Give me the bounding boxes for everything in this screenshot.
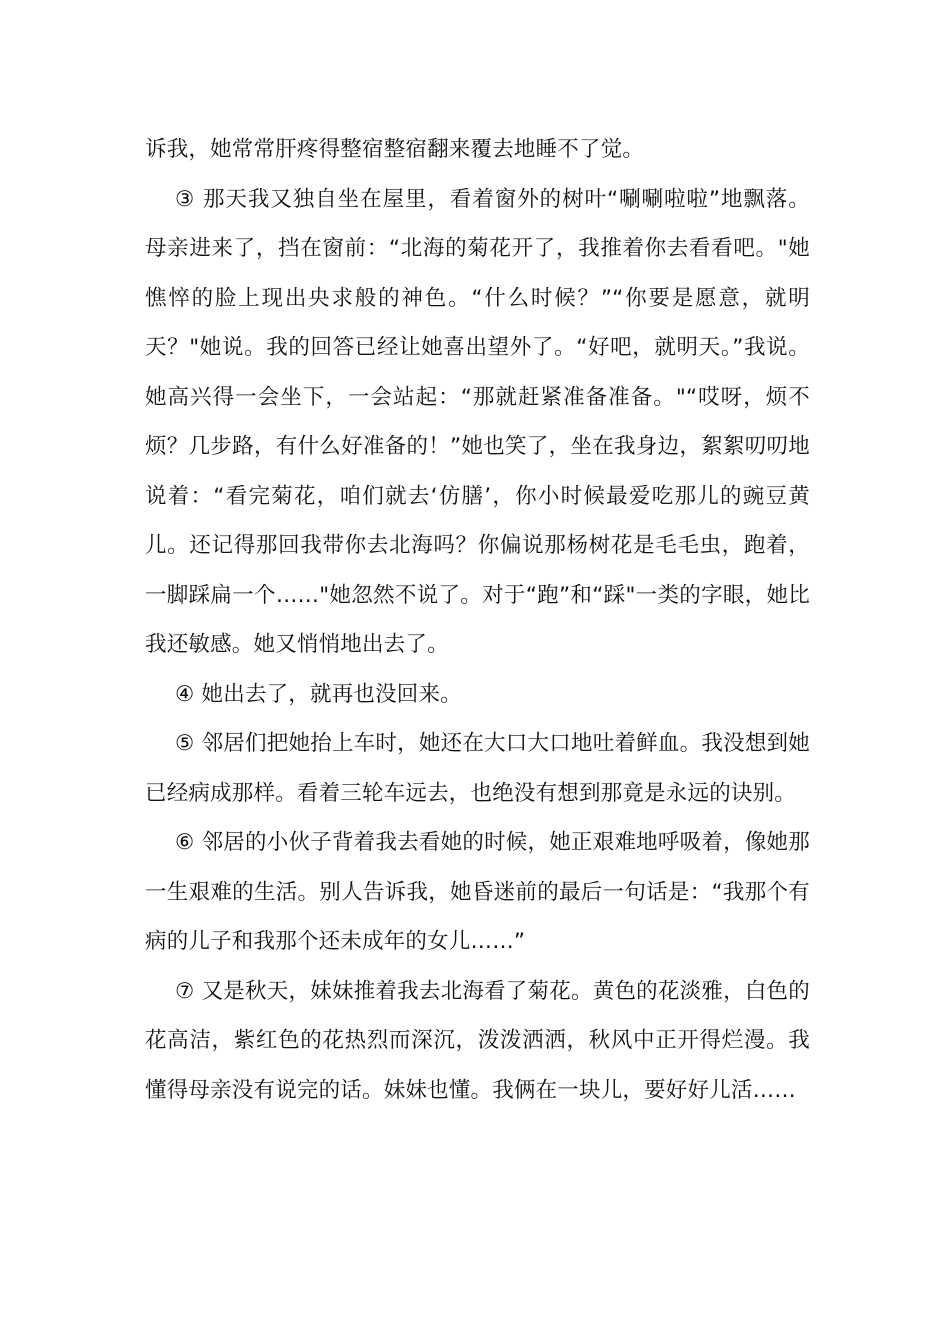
paragraph-7: ⑦ 又是秋天，妹妹推着我去北海看了菊花。黄色的花淡雅，白色的花高洁，紫红色的花热烈而深沉，泼泼洒洒，秋风中正开得烂漫。我懂得母亲没有说完的话。妹妹也懂。我俩在一块儿，要好好儿活…… bbox=[145, 978, 810, 1103]
paragraph-5: ⑤ 邻居们把她抬上车时，她还在大口大口地吐着鲜血。我没想到她已经病成那样。看着三轮车远去，也绝没有想到那竟是永远的诀别。 bbox=[145, 731, 810, 806]
document-body bbox=[145, 125, 810, 1115]
paragraph-6: ⑥ 邻居的小伙子背着我去看她的时候，她正艰难地呼吸着，像她那一生艰难的生活。别人告诉我，她昏迷前的最后一句话是：“我那个有病的儿子和我那个还未成年的女儿……” bbox=[145, 830, 810, 954]
paragraph-3: ③ 那天我又独自坐在屋里，看着窗外的树叶“唰唰啦啦”地飘落。母亲进来了，挡在窗前：“北海的菊花开了，我推着你去看看吧。"她憔悴的脸上现出央求般的神色。“什么时候？”“你要是愿意，就明天？"她说。我的回答已经让她喜出望外了。“好吧，就明天。”我说。她高兴得一会坐下，一会站起：“那就赶紧准备准备。"“哎呀，烦不烦？几步路，有什么好准备的！”她也笑了，坐在我身边，絮絮叨叨地说着：“看完菊花，咱们就去‘仿膳’，你小时候最爱吃那儿的豌豆黄儿。还记得那回我带你去北海吗？你偏说那杨树花是毛毛虫，跑着，一脚踩扁一个……"她忽然不说了。对于“跑”和“踩"一类的字眼，她比我还敏感。她又悄悄地出去了。 bbox=[145, 186, 810, 657]
paragraph-continuation: 诉我，她常常肝疼得整宿整宿翻来覆去地睡不了觉。 bbox=[145, 137, 645, 162]
paragraph-4: ④ 她出去了，就再也没回来。 bbox=[175, 681, 462, 707]
